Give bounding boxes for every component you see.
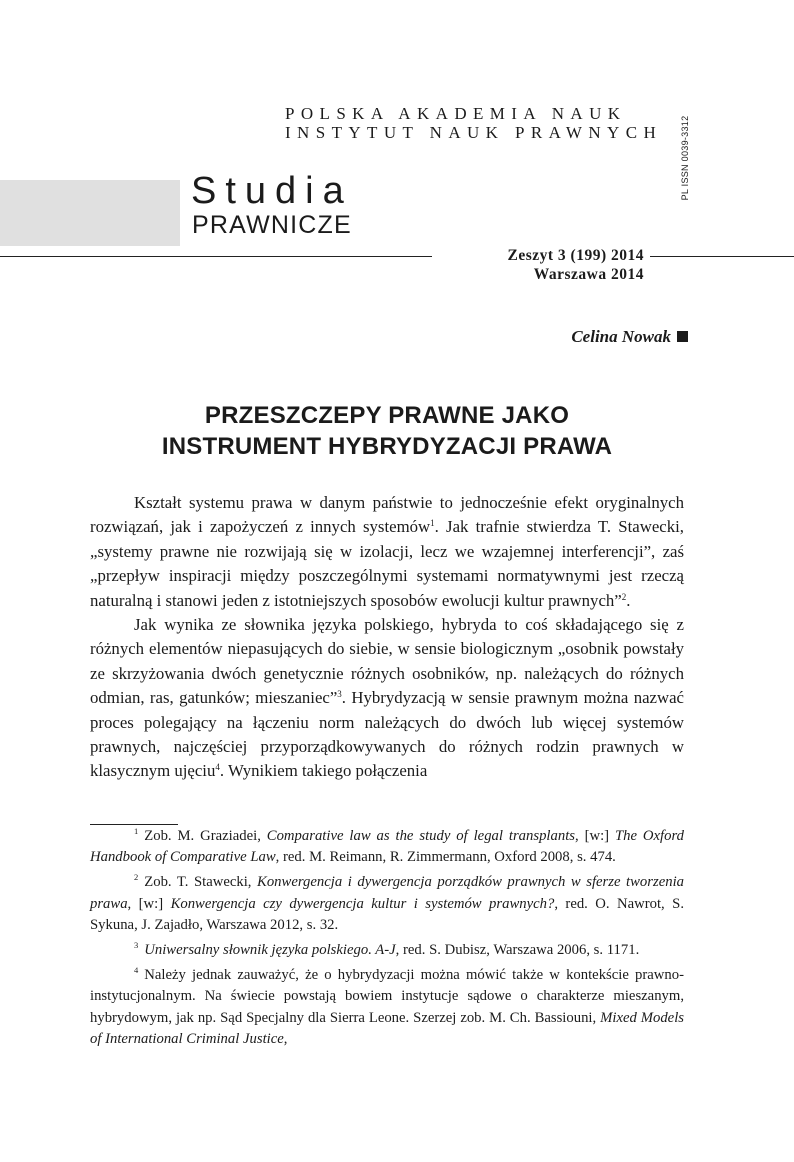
body-paragraph-1: Kształt systemu prawa w danym państwie to jednocześnie efekt oryginalnych rozwiązań, jak i zapożyczeń z innych systemów$^1$. Jak trafnie stwierdza T. Stawecki, „systemy prawne nie rozwijają się w izolacji, lecz we wzajemnej interferencji”, zaś „przepływ inspiracji między poszczególnymi systemami normatywnymi jest rzeczą naturalną i stanowi jeden z istotniejszych sposobów ewolucji kultur prawnych”$^2$. bbox=[90, 493, 685, 610]
article-title bbox=[90, 400, 684, 462]
footnote-ref-4[interactable]: 4 bbox=[215, 762, 220, 773]
issue-number: Zeszyt 3 (199) 2014 bbox=[507, 247, 644, 264]
issue-place-year: Warszawa 2014 bbox=[533, 266, 644, 283]
masthead-gray-band bbox=[0, 180, 180, 246]
author-name: Celina Nowak bbox=[571, 327, 671, 346]
header-rule-left bbox=[0, 256, 432, 257]
footnote-4: $^4$ Należy jednak zauważyć, że o hybrydyzacji można mówić także w kontekście prawno-instytucjonalnym. Na świecie powstają bowiem instytucje sądowe o charakterze mieszanym, hybrydowym, jak np. Sąd Specjalny dla Sierra Leone. Szerzej zob. M. Ch. Bassiouni, Mixed Models of International Criminal Justice, bbox=[90, 965, 685, 1047]
article-title-line-2: INSTRUMENT HYBRYDYZACJI PRAWA bbox=[161, 433, 613, 460]
footnote-number: 4 bbox=[134, 965, 139, 976]
issn-number: PL ISSN 0039-3312 bbox=[680, 115, 690, 201]
footnote-ref-3[interactable]: 3 bbox=[337, 689, 342, 700]
footnote-ref-1[interactable]: 1 bbox=[430, 518, 435, 529]
footnote-2: $^2$ Zob. T. Stawecki, Konwergencja i dywergencja porządków prawnych w sferze tworzenia prawa, [w:] Konwergencja czy dywergencja kultur i systemów prawnych?, red. O. Nawrot, S. Sykuna, J. Zajadło, Warszawa 2012, s. 32. bbox=[90, 872, 684, 933]
journal-title-studia: Studia bbox=[191, 170, 353, 212]
journal-title-prawnicze: PRAWNICZE bbox=[192, 211, 352, 239]
footnote-separator bbox=[90, 824, 178, 825]
author-square-mark bbox=[677, 331, 688, 342]
footnote-1: $^1$ Zob. M. Graziadei, Comparative law as the study of legal transplants, [w:] The Oxford Handbook of Comparative Law, red. M. Reimann, R. Zimmermann, Oxford 2008, s. 474. bbox=[90, 826, 684, 866]
footnote-ref-2[interactable]: 2 bbox=[621, 591, 627, 602]
body-paragraph-2: Jak wynika ze słownika języka polskiego, hybryda to coś składającego się z różnych elementów niepasujących do siebie, w sensie biologicznym „osobnik powstały ze skrzyżowania dwóch genetycznie różnych osobników, np. należących do różnych odmian, ras, gatunków; mieszaniec”$^3$. Hybrydyzacją w sensie prawnym można nazwać proces polegający na łączeniu norm należących do dwóch lub więcej systemów prawnych, najczęściej przyporządkowywanych do różnych rodzin prawnych w klasycznym ujęciu$^4$. Wynikiem takiego połączenia bbox=[90, 615, 684, 781]
article-title-line-1: PRZESZCZEPY PRAWNE JAKO bbox=[204, 402, 570, 429]
footnote-3: $^3$ Uniwersalny słownik języka polskiego. A-J, red. S. Dubisz, Warszawa 2006, s. 1171. bbox=[134, 940, 640, 959]
publisher-line-2: INSTYTUT NAUK PRAWNYCH bbox=[285, 123, 663, 142]
author-line bbox=[380, 327, 688, 347]
footnote-number: 1 bbox=[134, 826, 139, 836]
footnote-number: 3 bbox=[134, 940, 139, 951]
footnote-number: 2 bbox=[134, 872, 139, 883]
article-body bbox=[90, 491, 684, 784]
footnotes bbox=[90, 826, 684, 1054]
header-rule-right bbox=[650, 256, 794, 257]
issue-info bbox=[440, 246, 644, 284]
publisher-line-1: POLSKA AKADEMIA NAUK bbox=[285, 104, 627, 123]
